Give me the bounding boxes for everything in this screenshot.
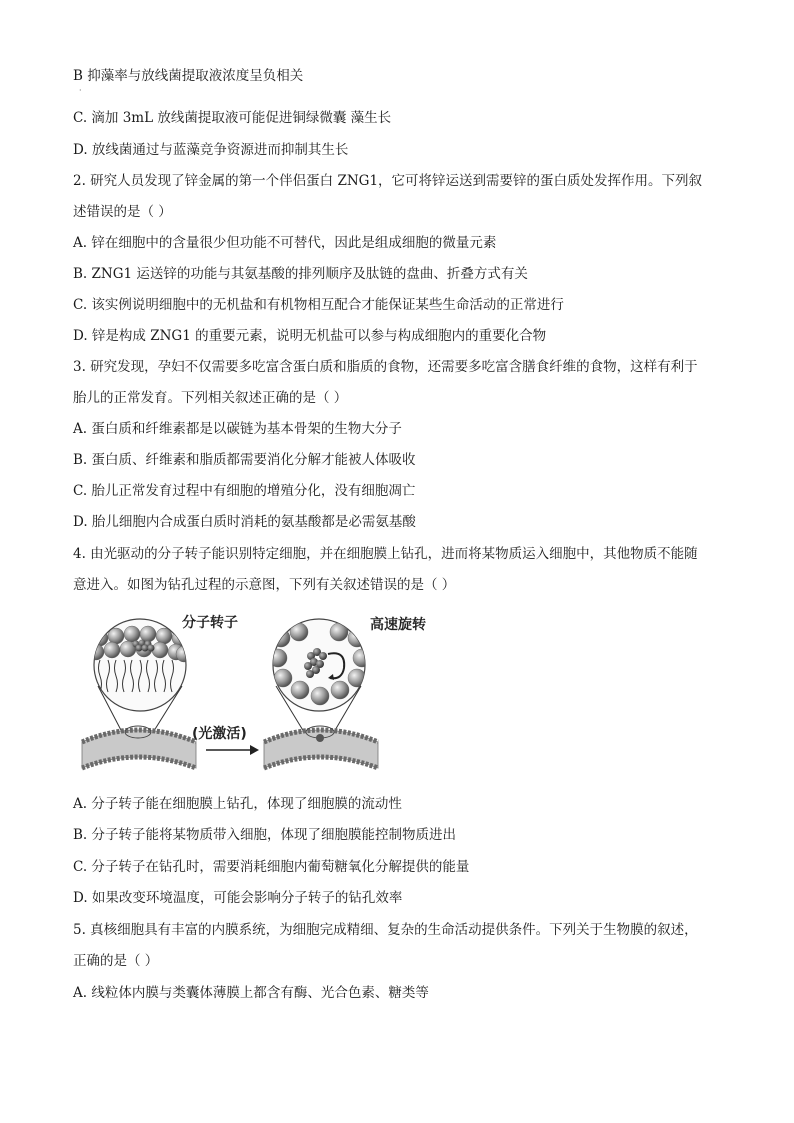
option-q4-c: C. 分子转子在钻孔时，需要消耗细胞内葡萄糖氧化分解提供的能量 xyxy=(73,859,470,875)
option-q3-d: D. 胎儿细胞内合成蛋白质时消耗的氨基酸都是必需氨基酸 xyxy=(73,514,416,530)
label-molecular-rotor: 分子转子 xyxy=(182,615,238,631)
option-q3-a: A. 蛋白质和纤维素都是以碳链为基本骨架的生物大分子 xyxy=(73,421,402,437)
option-q4-d: D. 如果改变环境温度，可能会影响分子转子的钻孔效率 xyxy=(73,890,403,906)
question-5-stem: 5. 真核细胞具有丰富的内膜系统，为细胞完成精细、复杂的生命活动提供条件。下列关于生物膜的叙述， xyxy=(73,922,698,938)
label-light-activation: (光激活) xyxy=(192,726,247,742)
option-q2-d: D. 锌是构成 ZNG1 的重要元素，说明无机盐可以参与构成细胞内的重要化合物 xyxy=(73,328,547,344)
rotor-diagram xyxy=(78,608,426,784)
option-q4-b: B. 分子转子能将某物质带入细胞，体现了细胞膜能控制物质进出 xyxy=(73,827,457,843)
question-2-stem: 2. 研究人员发现了锌金属的第一个伴侣蛋白 ZNG1，它可将锌运送到需要锌的蛋白质处发挥作用。下列叙 xyxy=(73,173,703,189)
question-4-stem: 4. 由光驱动的分子转子能识别特定细胞，并在细胞膜上钻孔，进而将某物质运入细胞中，其他物质不能随 xyxy=(73,546,698,562)
option-q4-a: A. 分子转子能在细胞膜上钻孔，体现了细胞膜的流动性 xyxy=(73,796,402,812)
option-q3-b: B. 蛋白质、纤维素和脂质都需要消化分解才能被人体吸收 xyxy=(73,452,416,468)
question-3-stem: 3. 研究发现，孕妇不仅需要多吃富含蛋白质和脂质的食物，还需要多吃富含膳食纤维的食物，这样有利于 xyxy=(73,359,698,375)
option-q1-d: D. 放线菌通过与蓝藻竞争资源进而抑制其生长 xyxy=(73,142,349,158)
option-q2-b: B. ZNG1 运送锌的功能与其氨基酸的排列顺序及肽链的盘曲、折叠方式有关 xyxy=(73,266,528,282)
question-5-stem-cont: 正确的是（ ） xyxy=(73,953,159,969)
option-q1-c: C. 滴加 3mL 放线菌提取液可能促进铜绿微囊 藻生长 xyxy=(73,110,392,126)
rotor-diagram-svg xyxy=(78,608,418,784)
question-4-stem-cont: 意进入。如图为钻孔过程的示意图，下列有关叙述错误的是（ ） xyxy=(73,577,456,593)
option-q1-b: B 抑藻率与放线菌提取液浓度呈负相关 xyxy=(73,68,304,84)
membrane-after xyxy=(264,726,378,768)
stray-dot: · xyxy=(79,86,82,95)
option-q2-a: A. 锌在细胞中的含量很少但功能不可替代，因此是组成细胞的微量元素 xyxy=(73,235,497,251)
question-3-stem-cont: 胎儿的正常发育。下列相关叙述正确的是（ ） xyxy=(73,390,348,406)
option-q5-a: A. 线粒体内膜与类囊体薄膜上都含有酶、光合色素、糖类等 xyxy=(73,985,429,1001)
option-q3-c: C. 胎儿正常发育过程中有细胞的增殖分化，没有细胞凋亡 xyxy=(73,483,416,499)
question-2-stem-cont: 述错误的是（ ） xyxy=(73,204,172,220)
activation-arrow xyxy=(206,745,259,755)
membrane-before xyxy=(82,726,196,768)
option-q2-c: C. 该实例说明细胞中的无机盐和有机物相互配合才能保证某些生命活动的正常进行 xyxy=(73,297,564,313)
label-high-speed-rotation: 高速旋转 xyxy=(370,617,426,633)
right-magnified-view xyxy=(269,619,371,711)
